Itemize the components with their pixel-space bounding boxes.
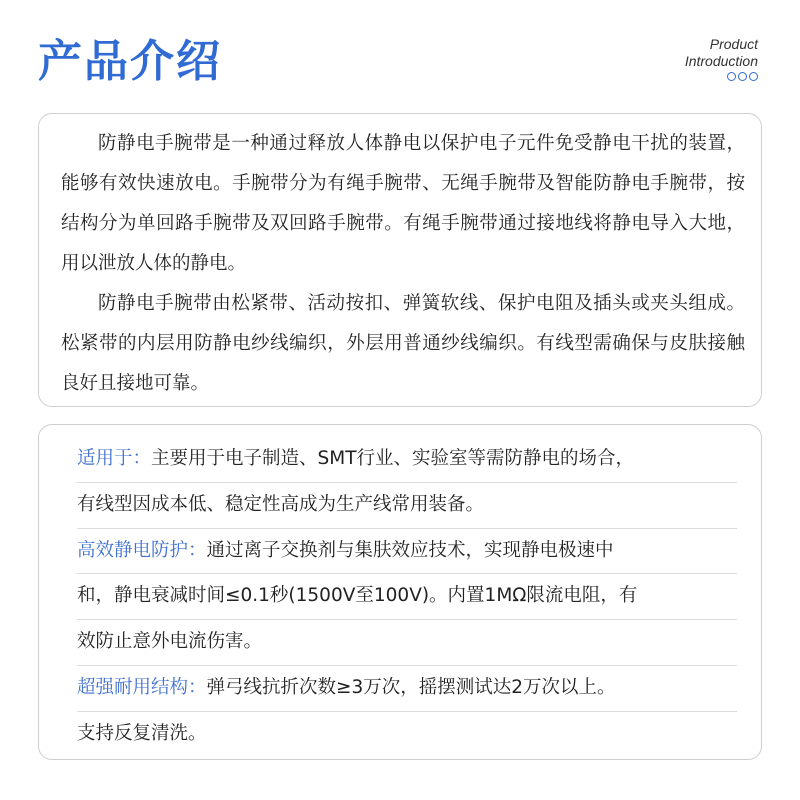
feature-row <box>77 712 737 757</box>
circle-outline-icon <box>738 72 747 81</box>
feature-row <box>77 483 737 529</box>
feature-text: 有线型因成本低、稳定性高成为生产线常用装备。 <box>77 493 485 515</box>
circle-outline-icon <box>749 72 758 81</box>
english-title <box>685 36 758 81</box>
feature-label-protection: 高效静电防护： <box>77 539 207 561</box>
feature-text: 支持反复清洗。 <box>77 722 207 744</box>
english-title-line1: Product <box>709 36 758 52</box>
intro-paragraph-2: 防静电手腕带由松紧带、活动按扣、弹簧软线、保护电阻及插头或夹头组成。松紧带的内层用防静电纱线编织，外层用普通纱线编织。有线型需确保与皮肤接触良好且接地可靠。 <box>61 293 745 394</box>
circle-outline-icon <box>727 72 736 81</box>
feature-label-durability: 超强耐用结构： <box>77 676 207 698</box>
intro-card <box>38 113 762 407</box>
feature-text: 效防止意外电流伤害。 <box>77 631 263 653</box>
feature-text: 主要用于电子制造、SMT行业、实验室等需防静电的场合， <box>151 448 635 469</box>
feature-row <box>77 666 737 712</box>
feature-row <box>77 529 737 575</box>
features-card <box>38 424 762 760</box>
decorative-dots <box>685 72 758 81</box>
feature-text: 通过离子交换剂与集肤效应技术，实现静电极速中 <box>206 539 614 561</box>
english-title-line2: Introduction <box>684 53 758 69</box>
page-title: 产品介绍 <box>38 36 222 87</box>
intro-paragraph-1: 防静电手腕带是一种通过释放人体静电以保护电子元件免受静电干扰的装置，能够有效快速放电。手腕带分为有绳手腕带、无绳手腕带及智能防静电手腕带，按结构分为单回路手腕带及双回路手腕带。有绳手腕带通过接地线将静电导入大地，用以泄放人体的静电。 <box>61 133 745 274</box>
feature-row <box>77 574 737 620</box>
feature-text: 和，静电衰减时间≤0.1秒(1500V至100V)。内置1MΩ限流电阻，有 <box>77 585 638 607</box>
feature-row <box>77 437 737 483</box>
feature-text: 弹弓线抗折次数≥3万次，摇摆测试达2万次以上。 <box>206 676 616 698</box>
feature-label-application: 适用于： <box>77 448 152 469</box>
feature-row <box>77 620 737 666</box>
